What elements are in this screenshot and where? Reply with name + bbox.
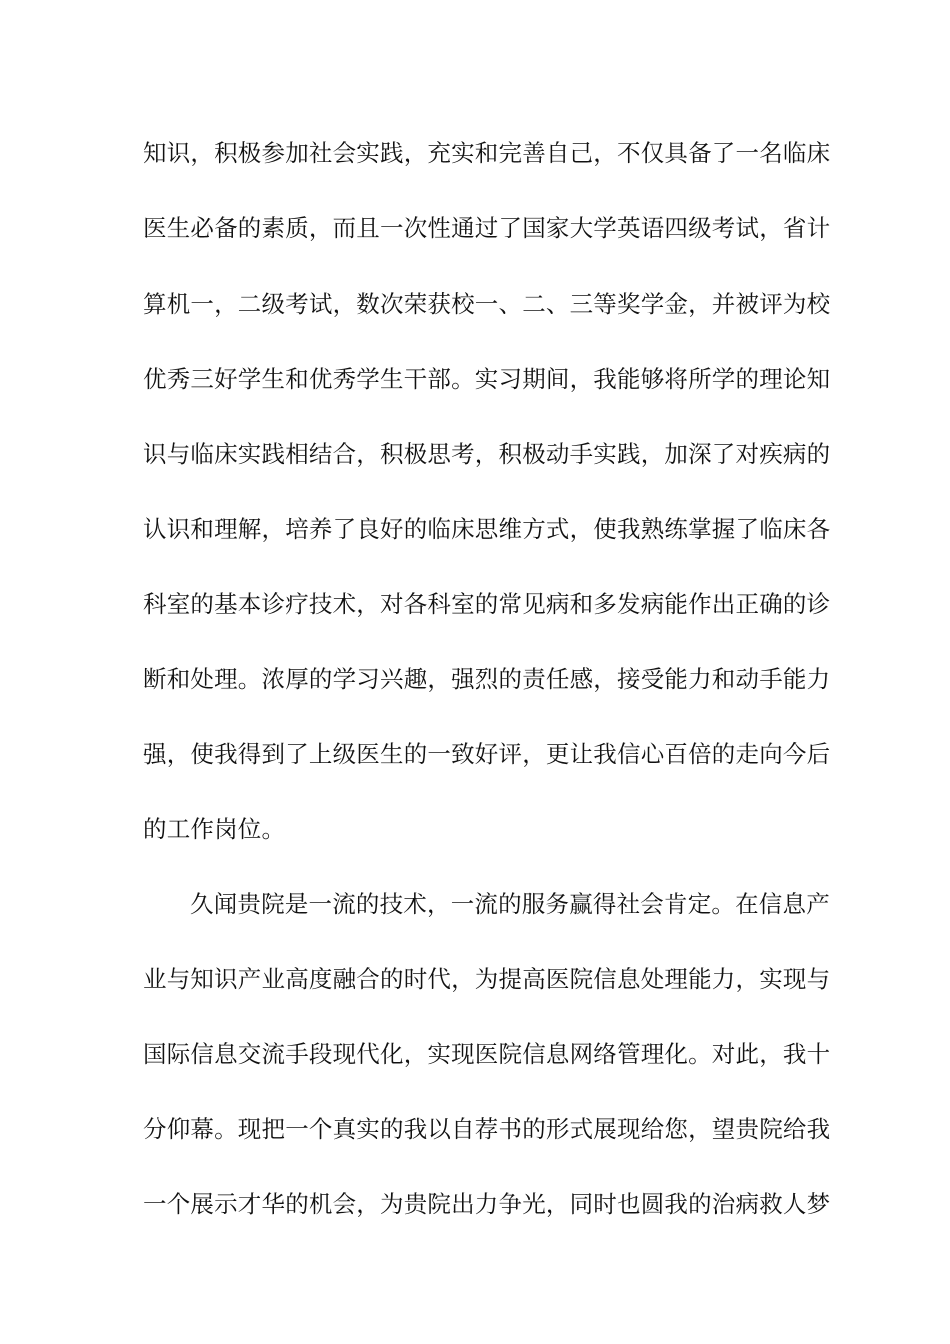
text-line-7: 科室的基本诊疗技术，对各科室的常见病和多发病能作出正确的诊 bbox=[143, 590, 831, 618]
paragraph-2-line-1: 久闻贵院是一流的技术，一流的服务赢得社会肯定。在信息产 bbox=[190, 890, 830, 918]
paragraph-2-line-5: 一个展示才华的机会，为贵院出力争光，同时也圆我的治病救人梦 bbox=[143, 1190, 831, 1218]
text-line-8: 断和处理。浓厚的学习兴趣，强烈的责任感，接受能力和动手能力 bbox=[143, 665, 831, 693]
text-line-4: 优秀三好学生和优秀学生干部。实习期间，我能够将所学的理论知 bbox=[143, 365, 831, 393]
text-line-10: 的工作岗位。 bbox=[143, 815, 286, 843]
paragraph-2-line-3: 国际信息交流手段现代化，实现医院信息网络管理化。对此，我十 bbox=[143, 1040, 831, 1068]
text-line-1: 知识，积极参加社会实践，充实和完善自己，不仅具备了一名临床 bbox=[143, 139, 831, 167]
text-line-6: 认识和理解，培养了良好的临床思维方式，使我熟练掌握了临床各 bbox=[143, 515, 831, 543]
paragraph-2-line-2: 业与知识产业高度融合的时代，为提高医院信息处理能力，实现与 bbox=[143, 965, 831, 993]
text-line-2: 医生必备的素质，而且一次性通过了国家大学英语四级考试，省计 bbox=[143, 214, 831, 242]
text-line-3: 算机一，二级考试，数次荣获校一、二、三等奖学金，并被评为校 bbox=[143, 290, 831, 318]
text-line-9: 强，使我得到了上级医生的一致好评，更让我信心百倍的走向今后 bbox=[143, 740, 831, 768]
text-line-5: 识与临床实践相结合，积极思考，积极动手实践，加深了对疾病的 bbox=[143, 440, 831, 468]
paragraph-2-line-4: 分仰幕。现把一个真实的我以自荐书的形式展现给您，望贵院给我 bbox=[143, 1115, 831, 1143]
